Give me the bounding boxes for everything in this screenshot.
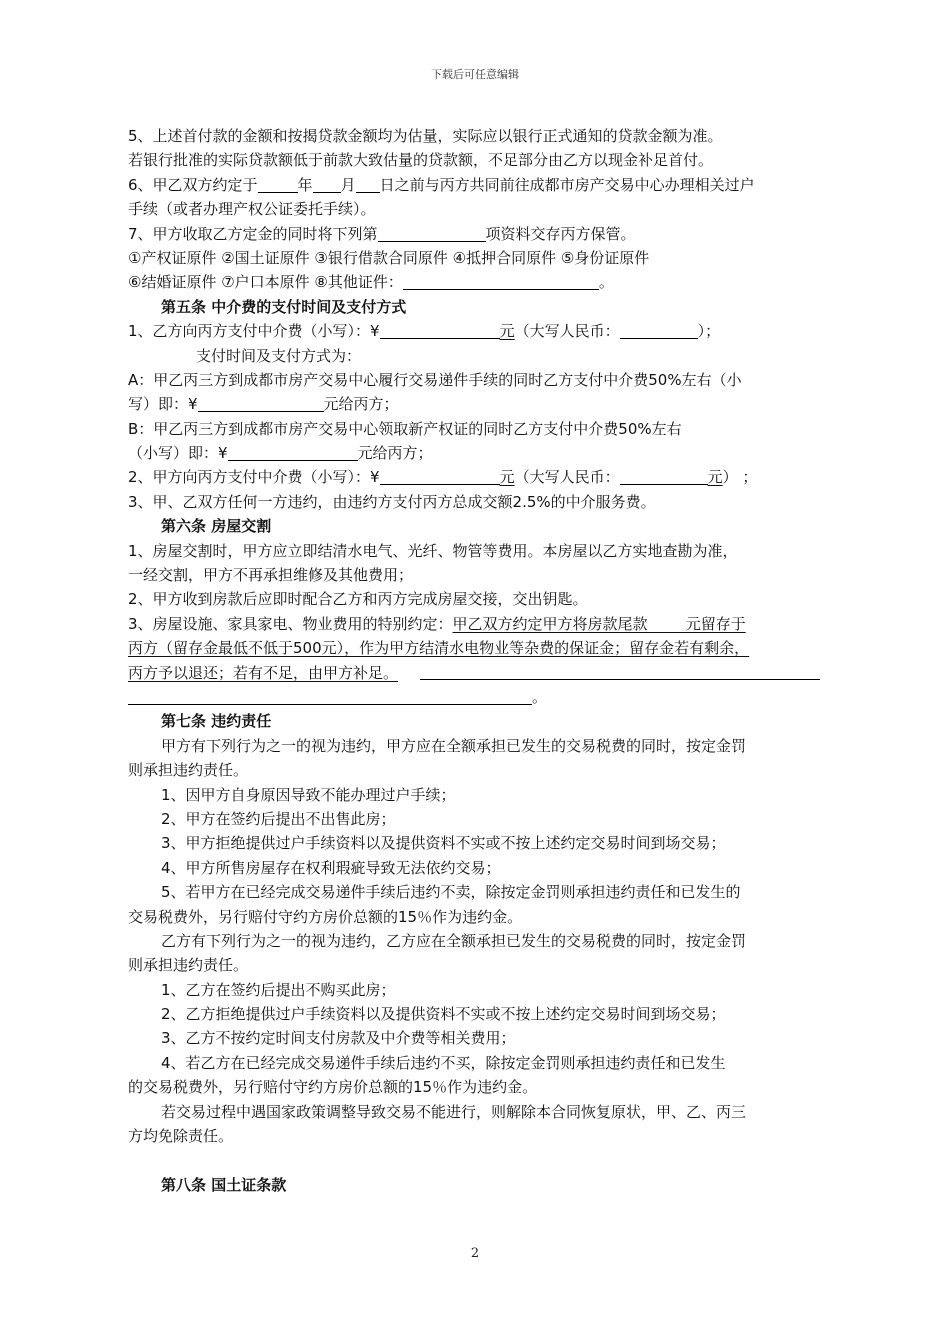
blank-amount-b[interactable] bbox=[228, 443, 358, 461]
blank-fee-amount-2[interactable] bbox=[380, 467, 500, 485]
paragraph: 甲方有下列行为之一的视为违约，甲方应在全额承担已发生的交易税费的同时，按定金罚 bbox=[161, 736, 747, 755]
text: （大写人民币： bbox=[514, 468, 620, 487]
text: 3、房屋设施、家具家电、物业费用的特别约定： bbox=[128, 614, 453, 633]
blank-fee-amount[interactable] bbox=[380, 321, 500, 339]
paragraph: ①产权证原件 ②国土证原件 ③银行借款合同原件 ④抵押合同原件 ⑤身份证原件 bbox=[128, 248, 650, 267]
text: 项资料交存丙方保管。 bbox=[485, 224, 636, 243]
text: ⑥结婚证原件 ⑦户口本原件 ⑧其他证件： bbox=[128, 273, 403, 292]
paragraph bbox=[128, 441, 828, 465]
paragraph: 4、甲方所售房屋存在权利瑕疵导致无法依约交易； bbox=[161, 858, 501, 877]
text: 月 bbox=[340, 175, 356, 194]
underline-fill bbox=[420, 679, 820, 680]
blank-amount-a[interactable] bbox=[198, 394, 324, 412]
blank-item-number[interactable] bbox=[378, 224, 486, 242]
paragraph: 3、乙方不按约定时间支付房款及中介费等相关费用； bbox=[161, 1029, 516, 1048]
text: 日之前与丙方共同前往成都市房产交易中心办理相关过户 bbox=[379, 175, 755, 194]
paragraph: 则承担违约责任。 bbox=[128, 956, 249, 975]
text: 。 bbox=[532, 687, 548, 706]
text: 年 bbox=[297, 175, 313, 194]
text: （大写人民币： bbox=[514, 322, 620, 341]
paragraph: 5、上述首付款的金额和按揭贷款金额均为估量，实际应以银行正式通知的贷款金额为准。 bbox=[128, 127, 723, 145]
page-number: 2 bbox=[470, 1246, 480, 1261]
paragraph bbox=[128, 661, 828, 685]
paragraph: 丙方（留存金最低不低于500元），作为甲方结清水电物业等杂费的保证金；留存金若有剩余， bbox=[128, 639, 750, 658]
text: 元 bbox=[499, 468, 515, 487]
paragraph bbox=[128, 392, 828, 416]
blank-month[interactable] bbox=[313, 175, 341, 193]
paragraph: 2、乙方拒绝提供过户手续资料以及提供资料不实或不按上述约定交易时间到场交易； bbox=[161, 1005, 726, 1024]
page-header: 下载后可任意编辑 bbox=[431, 68, 519, 81]
blank-year[interactable] bbox=[258, 175, 298, 193]
paragraph: 若交易过程中遇国家政策调整导致交易不能进行，则解除本合同恢复原状，甲、乙、丙三 bbox=[161, 1102, 747, 1121]
paragraph: 若银行批准的实际贷款额低于前款大致估量的贷款额，不足部分由乙方以现金补足首付。 bbox=[128, 151, 714, 170]
text: 元给丙方； bbox=[357, 444, 433, 463]
paragraph: 4、若乙方在已经完成交易递件手续后违约不买，除按定金罚则承担违约责任和已发生 bbox=[161, 1053, 726, 1072]
paragraph: 5、若甲方在已经完成交易递件手续后违约不卖，除按定金罚则承担违约责任和已发生的 bbox=[161, 883, 741, 902]
text: 元给丙方； bbox=[323, 395, 399, 414]
paragraph bbox=[128, 612, 828, 636]
paragraph: 3、甲方拒绝提供过户手续资料以及提供资料不实或不按上述约定交易时间到场交易； bbox=[161, 834, 726, 853]
text: ）； bbox=[697, 322, 721, 341]
paragraph: 2、甲方在签约后提出不出售此房； bbox=[161, 809, 396, 828]
paragraph: 2、甲方收到房款后应即时配合乙方和丙方完成房屋交接，交出钥匙。 bbox=[128, 590, 588, 609]
text: 元 bbox=[499, 322, 515, 341]
paragraph: 1、房屋交割时，甲方应立即结清水电气、光纤、物管等费用。本房屋以乙方实地查勘为准， bbox=[128, 541, 738, 560]
text: 1、乙方向丙方支付中介费（小写）：¥ bbox=[128, 322, 380, 341]
section-heading-6: 第六条 房屋交割 bbox=[161, 517, 272, 536]
section-heading-5: 第五条 中介费的支付时间及支付方式 bbox=[161, 297, 407, 316]
paragraph bbox=[128, 270, 828, 294]
text: 写）即：¥ bbox=[128, 395, 198, 414]
paragraph: 3、甲、乙双方任何一方违约，由违约方支付丙方总成交额2.5%的中介服务费。 bbox=[128, 492, 656, 511]
text: 元 bbox=[707, 468, 723, 487]
paragraph: A：甲乙丙三方到成都市房产交易中心履行交易递件手续的同时乙方支付中介费50%左右（小 bbox=[128, 370, 742, 389]
text: ） ； bbox=[722, 468, 758, 487]
blank-fee-capital-2[interactable] bbox=[620, 467, 708, 485]
paragraph: 支付时间及支付方式为： bbox=[196, 346, 362, 365]
text: 。 bbox=[598, 273, 614, 292]
paragraph: 方均免除责任。 bbox=[128, 1127, 234, 1146]
blank-other-docs[interactable] bbox=[403, 272, 599, 290]
document-body bbox=[128, 124, 828, 1197]
text: 2、甲方向丙方支付中介费（小写）：¥ bbox=[128, 468, 380, 487]
paragraph bbox=[128, 319, 828, 343]
section-heading-7: 第七条 违约责任 bbox=[161, 712, 272, 731]
blank-day[interactable] bbox=[356, 175, 380, 193]
blank-special-agreement[interactable] bbox=[128, 687, 532, 705]
spacer bbox=[128, 1148, 828, 1172]
underlined-text: 甲乙双方约定甲方将房款尾款 元留存于 bbox=[452, 614, 746, 633]
paragraph: 乙方有下列行为之一的视为违约，乙方应在全额承担已发生的交易税费的同时，按定金罚 bbox=[161, 931, 747, 950]
underlined-text: 丙方予以退还；若有不足，由甲方补足。 bbox=[128, 663, 399, 682]
paragraph: B：甲乙丙三方到成都市房产交易中心领取新产权证的同时乙方支付中介费50%左右 bbox=[128, 419, 682, 438]
text: 6、甲乙双方约定于 bbox=[128, 175, 258, 194]
paragraph bbox=[128, 685, 828, 709]
paragraph bbox=[128, 222, 828, 246]
paragraph: 一经交割，甲方不再承担维修及其他费用； bbox=[128, 566, 414, 585]
paragraph: 的交易税费外，另行赔付守约方房价总额的15％作为违约金。 bbox=[128, 1078, 538, 1097]
paragraph: 1、因甲方自身原因导致不能办理过户手续； bbox=[161, 785, 456, 804]
paragraph: 手续（或者办理产权公证委托手续）。 bbox=[128, 200, 376, 219]
blank-fee-capital[interactable] bbox=[620, 321, 698, 339]
paragraph bbox=[128, 173, 828, 197]
paragraph: 则承担违约责任。 bbox=[128, 761, 249, 780]
paragraph bbox=[128, 465, 828, 489]
section-heading-8: 第八条 国土证条款 bbox=[161, 1175, 287, 1194]
text: 7、甲方收取乙方定金的同时将下列第 bbox=[128, 224, 378, 243]
paragraph: 1、乙方在签约后提出不购买此房； bbox=[161, 980, 396, 999]
paragraph: 交易税费外，另行赔付守约方房价总额的15％作为违约金。 bbox=[128, 907, 523, 926]
text: （小写）即：¥ bbox=[128, 444, 228, 463]
